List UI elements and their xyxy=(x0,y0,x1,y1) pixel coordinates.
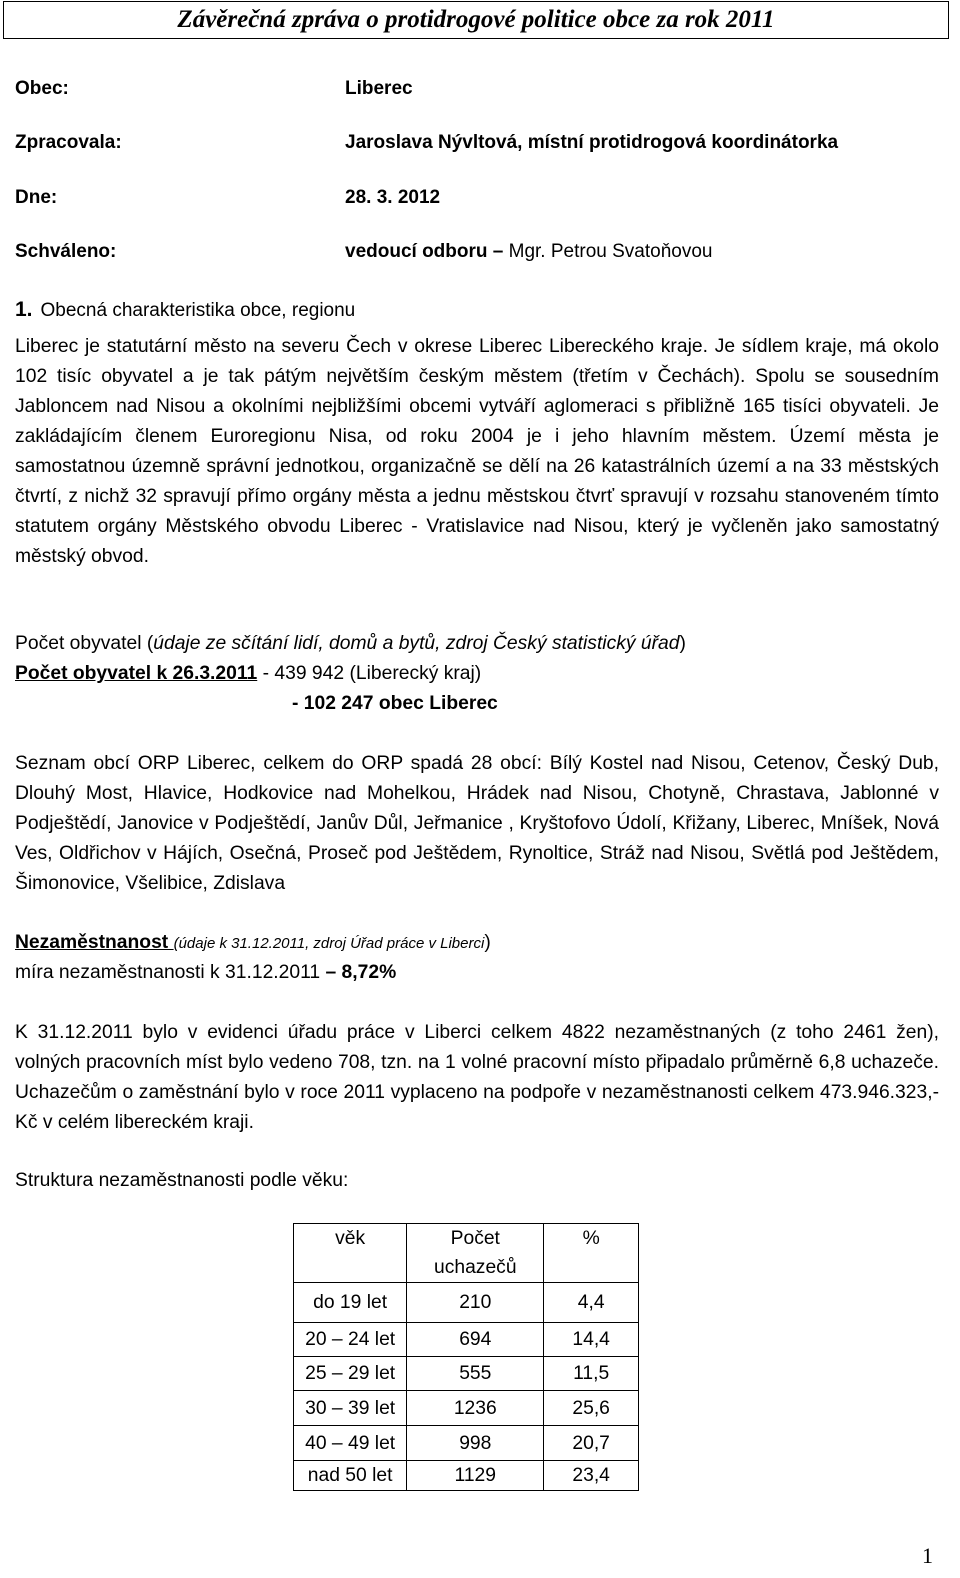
table-cell: 20,7 xyxy=(544,1426,639,1461)
meta-schvaleno xyxy=(15,239,935,265)
population-city-value: - 102 247 obec Liberec xyxy=(292,693,498,714)
meta-schvaleno-role: vedoucí odboru – xyxy=(345,241,509,262)
meta-dne-value: 28. 3. 2012 xyxy=(345,187,441,208)
table-row xyxy=(294,1426,639,1461)
meta-obec xyxy=(15,76,935,102)
table-cell: 23,4 xyxy=(544,1461,639,1491)
unemployment-rate-value: – 8,72% xyxy=(325,962,397,983)
unemployment-rate xyxy=(15,958,396,988)
table-cell: 20 – 24 let xyxy=(294,1323,407,1357)
table-row xyxy=(294,1461,639,1491)
table-cell: nad 50 let xyxy=(294,1461,407,1491)
table-cell: do 19 let xyxy=(294,1283,407,1323)
document-title: Závěrečná zpráva o protidrogové politice obce za rok 2011 xyxy=(3,1,949,39)
population-intro-source: údaje ze sčítání lidí, domů a bytů, zdroj Český statistický úřad xyxy=(153,633,680,654)
population-intro-suffix: ) xyxy=(679,633,686,654)
table-row xyxy=(294,1323,639,1357)
meta-obec-value: Liberec xyxy=(345,78,413,99)
meta-dne xyxy=(15,185,935,211)
unemployment-source: (údaje k 31.12.2011, zdroj Úřad práce v Liberci xyxy=(173,935,485,952)
population-intro xyxy=(15,629,686,659)
table-header-cell: Počet uchazečů xyxy=(407,1224,544,1283)
table-header-cell: % xyxy=(544,1224,639,1283)
table-header-cell: věk xyxy=(294,1224,407,1283)
age-table xyxy=(293,1223,639,1491)
meta-obec-label: Obec: xyxy=(15,78,69,99)
table-cell: 14,4 xyxy=(544,1323,639,1357)
table-row xyxy=(294,1283,639,1323)
population-region-value: - 439 942 (Liberecký kraj) xyxy=(257,663,482,684)
unemployment-title: Nezaměstnanost xyxy=(15,932,174,953)
table-cell: 998 xyxy=(407,1426,544,1461)
meta-zpracovala xyxy=(15,130,935,156)
structure-label: Struktura nezaměstnanosti podle věku: xyxy=(15,1170,349,1191)
table-header-row xyxy=(294,1224,639,1283)
table-row xyxy=(294,1357,639,1391)
meta-schvaleno-value xyxy=(345,239,712,265)
table-cell: 25,6 xyxy=(544,1391,639,1426)
table-cell: 25 – 29 let xyxy=(294,1357,407,1391)
table-cell: 4,4 xyxy=(544,1283,639,1323)
meta-zpracovala-label: Zpracovala: xyxy=(15,132,122,153)
meta-schvaleno-label: Schváleno: xyxy=(15,241,117,262)
table-cell: 210 xyxy=(407,1283,544,1323)
table-cell: 30 – 39 let xyxy=(294,1391,407,1426)
table-cell: 694 xyxy=(407,1323,544,1357)
meta-zpracovala-value: Jaroslava Nývltová, místní protidrogová koordinátorka xyxy=(345,132,839,153)
table-row xyxy=(294,1391,639,1426)
unemployment-heading xyxy=(15,928,491,959)
table-cell: 40 – 49 let xyxy=(294,1426,407,1461)
section-1-heading xyxy=(15,297,355,323)
table-cell: 1236 xyxy=(407,1391,544,1426)
unemployment-paragraph: K 31.12.2011 bylo v evidenci úřadu práce v Liberci celkem 4822 nezaměstnaných (z toho 2461 žen), volných pracovních míst bylo vedeno 708, tzn. na 1 volné pracovní místo připadalo průměrně 6,8 uchazeče. Uchazečům o zaměstnání bylo v roce 2011 vyplaceno na podpoře v nezaměstnanosti celkem 473.946.323,-Kč v celém libereckém kraji. xyxy=(15,1022,939,1133)
table-cell: 1129 xyxy=(407,1461,544,1491)
orp-paragraph: Seznam obcí ORP Liberec, celkem do ORP spadá 28 obcí: Bílý Kostel nad Nisou, Cetenov, Český Dub, Dlouhý Most, Hlavice, Hodkovice nad Mohelkou, Hrádek nad Nisou, Chotyně, Chrastava, Jablonné v Podještědí, Janovice v Podještědí, Janův Důl, Jeřmanice , Kryštofovo Údolí, Křižany, Liberec, Mníšek, Nová Ves, Oldřichov v Hájích, Osečná, Proseč pod Ještědem, Rynoltice, Stráž nad Nisou, Světlá pod Ještědem, Šimonovice, Všelibice, Zdislava xyxy=(15,753,939,894)
table-cell: 555 xyxy=(407,1357,544,1391)
page-number: 1 xyxy=(922,1543,933,1568)
unemployment-source-close: ) xyxy=(484,932,491,953)
section-1-paragraph: Liberec je statutární město na severu Čech v okrese Liberec Libereckého kraje. Je sídlem kraje, má okolo 102 tisíc obyvatel a je tak pátým největším českým městem (třetím v Čechách). Spolu se sousedním Jabloncem nad Nisou a okolními nejbližšími obcemi vytváří aglomeraci s přibližně 165 tisíci obyvateli. Je zakládajícím členem Euroregionu Nisa, od roku 2004 je i jeho hlavním městem. Území města je samostatnou územně správní jednotkou, organizačně se dělí na 26 katastrálních území a na 33 městských čtvrtí, z nichž 32 spravují přímo orgány města a jednu městskou čtvrť spravují v rozsahu stanoveném tímto statutem orgány Městského obvodu Liberec - Vratislavice nad Nisou, který je vyčleněn jako samostatný městský obvod. xyxy=(15,336,939,567)
section-1-number: 1. xyxy=(15,298,33,321)
table-cell: 11,5 xyxy=(544,1357,639,1391)
unemployment-rate-label: míra nezaměstnanosti k 31.12.2011 xyxy=(15,962,326,983)
section-1-title: Obecná charakteristika obce, regionu xyxy=(40,300,356,321)
population-label: Počet obyvatel k 26.3.2011 xyxy=(15,663,258,684)
meta-dne-label: Dne: xyxy=(15,187,58,208)
population-region xyxy=(15,659,481,689)
population-intro-prefix: Počet obyvatel ( xyxy=(15,633,154,654)
meta-schvaleno-person: Mgr. Petrou Svatoňovou xyxy=(508,241,713,262)
